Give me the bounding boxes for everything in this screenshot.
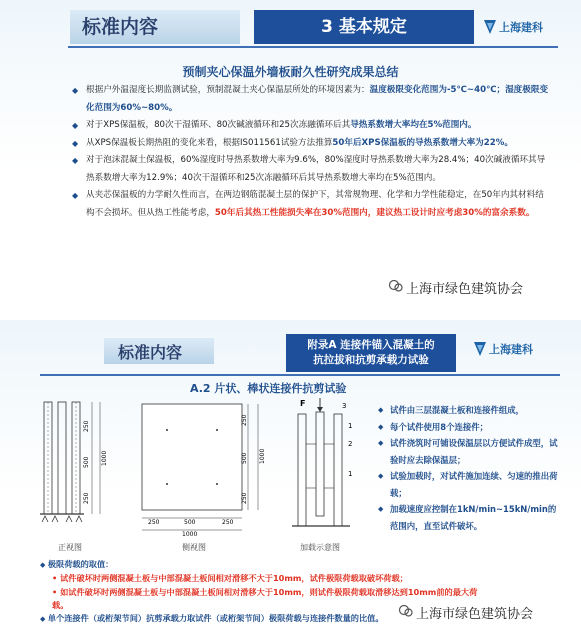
bullet-highlight: 温度极限变化范围为-5℃~40℃；湿度极限变化范围为60%~80%。 bbox=[86, 85, 549, 113]
diamond-bullet-icon: ◆ bbox=[378, 406, 384, 414]
test-note-text: 试件浇筑时可铺设保温层以方便试件成型，试验时应去除保温层； bbox=[390, 438, 558, 465]
bullet-list bbox=[72, 82, 552, 222]
logo-mark-icon bbox=[472, 340, 488, 358]
test-note-text: 试验加载时，对试件施加连续、匀速的推出荷载； bbox=[390, 471, 558, 498]
bullet-item bbox=[72, 82, 552, 117]
dim-label: 250 bbox=[241, 414, 248, 426]
test-note-item bbox=[378, 435, 558, 468]
bullet-text: 根据户外温湿度长期监测试验，预制混凝土夹心保温层所处的环境因素为： bbox=[86, 85, 370, 95]
load-label: 2 bbox=[348, 440, 353, 448]
bullet-text: 对于泡沫混凝土保温板，60%湿度时导热系数增大率为9.6%，80%湿度时导热系数增大率为28.4%；40次碱液循环其导热系数增大率为12.9%；40次干湿循环和25次冻融循环后其导热系数增大率均在5%范围内。 bbox=[86, 155, 546, 183]
diamond-bullet-icon: ◆ bbox=[72, 138, 79, 148]
test-notes-list bbox=[378, 402, 558, 534]
logo bbox=[482, 16, 552, 42]
slide-separator bbox=[0, 307, 581, 320]
ultimate-load-item-text: 试件破坏时两侧混凝土板与中部混凝土板间相对滑移不大于10mm，试件极限荷载取破坏荷载； bbox=[60, 573, 408, 584]
test-note-item bbox=[378, 501, 558, 534]
front-mid-slab bbox=[58, 402, 66, 514]
bullet-item bbox=[72, 135, 552, 153]
diamond-bullet-icon: ◆ bbox=[72, 156, 79, 165]
diamond-bullet-icon: ◆ bbox=[378, 422, 384, 431]
watermark-text: 上海市绿色建筑协会 bbox=[406, 282, 524, 297]
load-label: 3 bbox=[342, 402, 347, 410]
test-note-text: 加载速度应控制在1kN/min~15kN/min的范围内，直至试件破坏。 bbox=[390, 504, 557, 531]
test-note-item bbox=[378, 402, 558, 419]
side-panel bbox=[142, 404, 242, 510]
logo-text: 上海建科 bbox=[489, 343, 533, 356]
test-note-item bbox=[378, 419, 558, 436]
caption-front-view: 正视图 bbox=[58, 543, 82, 552]
bullet-dot-icon: • bbox=[52, 573, 61, 584]
diamond-bullet-icon: ◆ bbox=[378, 472, 384, 480]
bullet-dot-icon: • bbox=[52, 586, 61, 597]
test-note-text: 每个试件使用8个连接件； bbox=[390, 421, 488, 432]
caption-loading-schematic: 加载示意图 bbox=[300, 543, 340, 552]
dim-label: 500 bbox=[184, 519, 196, 526]
header-right-line2: 抗拉拔和抗剪承载力试验 bbox=[313, 354, 429, 366]
header-right-title: 3 基本规定 bbox=[254, 10, 474, 44]
header-left-title: 标准内容 bbox=[118, 343, 183, 362]
dim-label: 1000 bbox=[101, 450, 108, 466]
load-label: F bbox=[300, 399, 306, 408]
wechat-icon bbox=[388, 278, 404, 294]
dim-label: 250 bbox=[83, 420, 90, 432]
ultimate-load-item bbox=[40, 572, 560, 585]
watermark-text: 上海市绿色建筑协会 bbox=[416, 607, 534, 622]
header-left-title: 标准内容 bbox=[82, 16, 159, 38]
slide-basic-provisions bbox=[0, 0, 581, 307]
bullet-text: 对于XPS保温板，80次干湿循环、80次碱液循环和25次冻融循环后其 bbox=[86, 120, 351, 130]
diamond-bullet-icon: ◆ bbox=[378, 505, 384, 513]
dim-label: 250 bbox=[83, 492, 90, 504]
dim-label: 500 bbox=[83, 456, 90, 468]
slide-appendix-a bbox=[0, 320, 581, 639]
ultimate-load-item-text: 如试件破坏时两侧混凝土板与中部混凝土板间相对滑移大于10mm，则试件极限荷载取滑移达到10mm前的最大荷载。 bbox=[52, 586, 478, 610]
header-divider bbox=[68, 46, 558, 48]
dim-label: 1000 bbox=[259, 448, 266, 464]
logo-mark-icon bbox=[482, 18, 498, 36]
dim-label: 250 bbox=[241, 492, 248, 504]
diamond-bullet-icon: ◆ bbox=[72, 86, 79, 95]
logo bbox=[472, 338, 542, 364]
bullet-text: 从XPS保温板长期热阻的变化来看，根据IS011561试验方法推算 bbox=[86, 137, 333, 148]
bullet-highlight: 导热系数增大率均在5%范围内。 bbox=[350, 120, 477, 130]
loading-schematic-drawing bbox=[290, 394, 370, 544]
ultimate-load-title-text: 极限荷载的取值： bbox=[47, 559, 114, 569]
bullet-item bbox=[72, 117, 552, 135]
diamond-bullet-icon: ◆ bbox=[378, 439, 384, 447]
diamond-bullet-icon: ◆ bbox=[40, 615, 48, 624]
dim-label: 250 bbox=[148, 519, 160, 526]
diamond-bullet-icon: ◆ bbox=[72, 191, 79, 200]
ultimate-load-title bbox=[40, 558, 560, 572]
header-right-line1: 附录A 连接件锚入混凝土的 bbox=[307, 339, 435, 351]
header-divider bbox=[40, 374, 560, 376]
test-note-item bbox=[378, 468, 558, 501]
bullet-red-highlight: 50年后其热工性能损失率在30%范围内，建议热工设计时应考虑30%的富余系数。 bbox=[214, 207, 535, 218]
section-title: A.2 片状、棒状连接件抗剪试验 bbox=[190, 382, 347, 395]
bullet-highlight: 50年后XPS保温板的导热系数增大率为22%。 bbox=[332, 137, 513, 148]
diamond-bullet-icon: ◆ bbox=[40, 561, 48, 569]
logo-text: 上海建科 bbox=[499, 21, 543, 34]
slide-subtitle: 预制夹心保温外墙板耐久性研究成果总结 bbox=[182, 65, 399, 79]
dim-label: 500 bbox=[241, 452, 248, 464]
dim-label: 250 bbox=[222, 519, 234, 526]
bullet-item bbox=[72, 152, 552, 187]
diamond-bullet-icon: ◆ bbox=[72, 121, 79, 130]
caption-side-view: 侧视图 bbox=[182, 543, 206, 552]
front-view-drawing bbox=[40, 396, 110, 536]
shear-capacity-note-text: 单个连接件（或桁架节间）抗剪承载力取试件（或桁架节间）极限荷载与连接件数量的比值。 bbox=[47, 613, 384, 624]
dim-label: 1000 bbox=[182, 531, 198, 538]
bullet-text: 从夹芯保温板的力学耐久性而言，在两边钢筋混凝土层的保护下，其常规物理、化学和力学性能稳定，在50年内其材料结构不会损坏。但从热工性能考虑， bbox=[86, 190, 544, 218]
load-label: 1 bbox=[348, 470, 353, 478]
load-label: 1 bbox=[348, 422, 353, 430]
side-view-drawing bbox=[136, 396, 266, 541]
bullet-item bbox=[72, 187, 552, 222]
header-right-title bbox=[286, 334, 456, 372]
test-note-text: 试件由三层混凝土板和连接件组成， bbox=[390, 405, 524, 415]
wechat-icon bbox=[398, 603, 414, 619]
